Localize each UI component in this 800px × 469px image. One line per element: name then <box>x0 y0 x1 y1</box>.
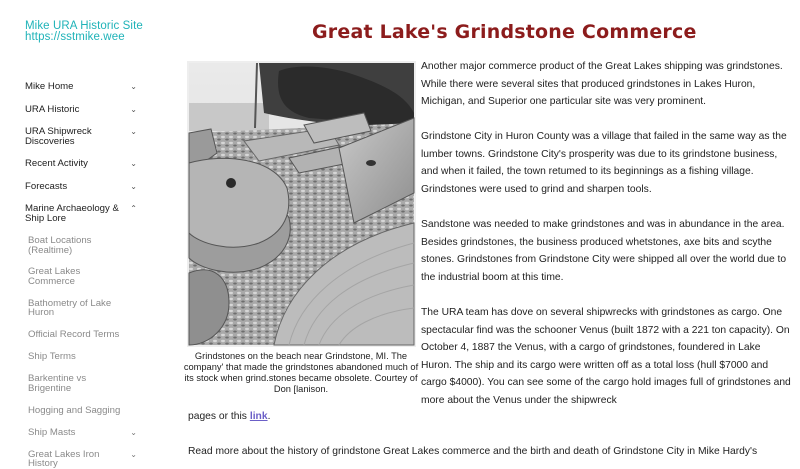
sidebar-nav <box>0 0 150 450</box>
nav-item-ura-historic[interactable] <box>25 105 145 115</box>
sub-item-label: Ship Masts <box>28 427 75 438</box>
tail-period: . <box>268 411 271 422</box>
sub-item-label: Official Record Terms <box>28 329 119 340</box>
sub-item-hogging-and-sagging[interactable] <box>25 406 145 416</box>
chevron-down-icon[interactable]: ⌄ <box>130 82 137 91</box>
chevron-up-icon[interactable]: ⌃ <box>130 204 137 213</box>
nav-list <box>25 82 145 469</box>
nav-item-marine-archaeology[interactable] <box>25 204 145 223</box>
chevron-down-icon[interactable]: ⌄ <box>130 127 137 136</box>
sub-item-label: Boat Locations (Realtime) <box>28 235 91 256</box>
paragraph-ura-shipwrecks: The URA team has dove on several shipwrecks with grindstones as cargo. One spectacular find was the schooner Venus (built 1872 with a 221 ton capacity). On October 4, 1887 the Venus, with a cargo of grindstones, foundered in Lake Huron. The ship and its cargo were written off as a total loss (hull $7000 and cargo $4000). You can see some of the cargo hold images full of grindstones and more about the Venus under the shipwreck <box>421 304 793 409</box>
sub-item-label: Great Lakes Iron History <box>28 449 99 469</box>
nav-item-label: Forecasts <box>25 181 67 192</box>
sub-item-label: Barkentine vs Brigentine <box>28 373 86 394</box>
sub-item-ship-masts[interactable] <box>25 428 145 438</box>
sub-item-bathometry-lake-huron[interactable] <box>25 299 145 318</box>
grindstones-photo <box>187 61 416 347</box>
chevron-down-icon[interactable]: ⌄ <box>130 428 137 437</box>
nav-item-mike-home[interactable] <box>25 82 145 92</box>
paragraph-ura-shipwrecks-tail <box>188 408 270 426</box>
paragraph-grindstone-city: Grindstone City in Huron County was a village that failed in the same way as the lumber towns. Grindstone City's prosperity was due to its grindstone business, and when it failed, the town retumed to its beginnings as a fishing village. Grindstones were used to grind and sharpen tools. <box>421 128 793 198</box>
sub-item-barkentine-vs-brigentine[interactable] <box>25 374 145 393</box>
paragraph-intro: Another major commerce product of the Great Lakes shipping was grindstones. While there were several sites that produced grindstones in Lakes Huron, Michigan, and Superior one particular site was very prominent. <box>421 58 793 111</box>
sub-item-great-lakes-commerce[interactable] <box>25 267 145 286</box>
site-title[interactable]: Mike URA Historic Site https://sstmike.wee <box>25 21 143 43</box>
sub-item-label: Ship Terms <box>28 351 76 362</box>
page-title: Great Lake's Grindstone Commerce <box>312 21 697 43</box>
sub-item-label: Hogging and Sagging <box>28 405 120 416</box>
nav-item-label: Recent Activity <box>25 158 88 169</box>
nav-item-recent-activity[interactable] <box>25 159 145 169</box>
nav-item-ura-shipwreck-discoveries[interactable] <box>25 127 145 146</box>
sub-item-official-record-terms[interactable] <box>25 330 145 340</box>
chevron-down-icon[interactable]: ⌄ <box>130 182 137 191</box>
tail-text: pages or this <box>188 411 250 422</box>
sub-item-label: Bathometry of Lake Huron <box>28 298 111 319</box>
shipwreck-link[interactable]: link <box>250 411 268 422</box>
nav-item-label: Mike Home <box>25 81 74 92</box>
nav-item-label: Marine Archaeology & Ship Lore <box>25 203 119 224</box>
sub-item-great-lakes-iron-history[interactable] <box>25 450 145 469</box>
sub-item-label: Great Lakes Commerce <box>28 266 80 287</box>
nav-item-label: URA Shipwreck Discoveries <box>25 126 92 147</box>
chevron-down-icon[interactable]: ⌄ <box>130 159 137 168</box>
nav-item-forecasts[interactable] <box>25 182 145 192</box>
photo-caption: Grindstones on the beach near Grindstone, MI. The company' that made the grindstones abandoned much of its stock when grind.stones became obsolete. Courtey of Don [lanison. <box>183 351 419 395</box>
nav-item-label: URA Historic <box>25 104 79 115</box>
photo-illustration <box>189 63 414 345</box>
paragraph-read-more: Read more about the history of grindstone Great Lakes commerce and the birth and death of Grindstone City in Mike Hardy's <box>188 443 757 461</box>
chevron-down-icon[interactable]: ⌄ <box>130 450 137 459</box>
paragraph-sandstone: Sandstone was needed to make grindstones and was in abundance in the area. Besides grindstones, the business produced whetstones, axe bits and scythe stones. Grindstones from Grindstone City were shipped all over the world due to the industrial boom at this time. <box>421 216 793 286</box>
chevron-down-icon[interactable]: ⌄ <box>130 105 137 114</box>
photo-figure <box>187 61 417 395</box>
sub-item-ship-terms[interactable] <box>25 352 145 362</box>
sub-item-boat-locations[interactable] <box>25 236 145 255</box>
